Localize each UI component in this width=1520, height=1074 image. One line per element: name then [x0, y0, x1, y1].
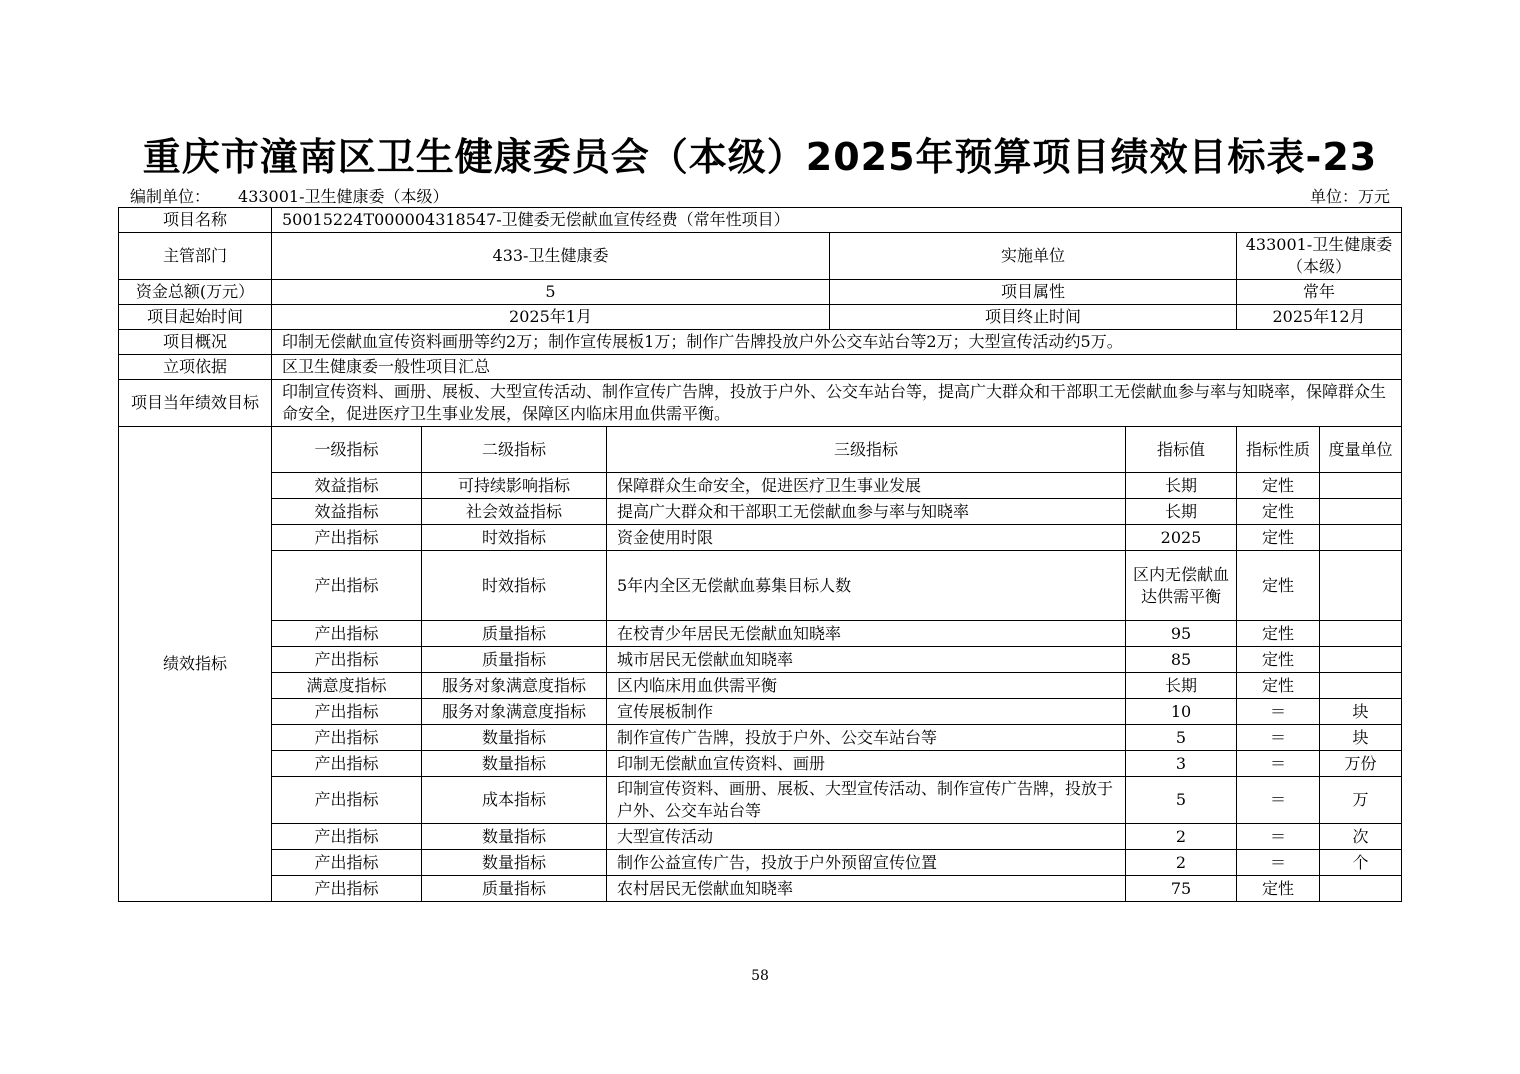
compile-unit-value: 433001-卫生健康委（本级）: [238, 187, 449, 206]
project-name-label: 项目名称: [119, 208, 272, 233]
table-row: [119, 380, 1402, 427]
table-row: [119, 777, 1402, 824]
value-cell: 2: [1126, 850, 1237, 876]
page-title: 重庆市潼南区卫生健康委员会（本级）2025年预算项目绩效目标表-23: [142, 135, 1378, 179]
level1-cell: 产出指标: [272, 777, 422, 824]
level2-cell: 成本指标: [422, 777, 607, 824]
project-name-value: 50015224T000004318547-卫健委无偿献血宣传经费（常年性项目）: [272, 208, 1402, 233]
value-cell: 95: [1126, 621, 1237, 647]
level2-cell: 社会效益指标: [422, 499, 607, 525]
unit-cell: [1320, 647, 1402, 673]
performance-target-table: [118, 207, 1402, 902]
perf-header-row: [119, 427, 1402, 473]
level3-cell: 制作公益宣传广告，投放于户外预留宣传位置: [607, 850, 1126, 876]
compile-unit: [130, 184, 449, 207]
table-row: [119, 499, 1402, 525]
level2-cell: 服务对象满意度指标: [422, 699, 607, 725]
level1-cell: 产出指标: [272, 621, 422, 647]
header-cell: 指标性质: [1237, 427, 1320, 473]
table-row: [119, 850, 1402, 876]
level3-cell: 资金使用时限: [607, 525, 1126, 551]
level1-cell: 效益指标: [272, 499, 422, 525]
unit-cell: 块: [1320, 699, 1402, 725]
nature-cell: 定性: [1237, 525, 1320, 551]
attr-value: 常年: [1237, 280, 1402, 305]
impl-label: 实施单位: [830, 233, 1237, 280]
level3-cell: 5年内全区无偿献血募集目标人数: [607, 551, 1126, 621]
level1-cell: 产出指标: [272, 699, 422, 725]
dept-label: 主管部门: [119, 233, 272, 280]
level1-cell: 产出指标: [272, 850, 422, 876]
unit-cell: 万份: [1320, 751, 1402, 777]
table-row: [119, 551, 1402, 621]
level3-cell: 城市居民无偿献血知晓率: [607, 647, 1126, 673]
level2-cell: 质量指标: [422, 876, 607, 902]
nature-cell: 定性: [1237, 621, 1320, 647]
nature-cell: 定性: [1237, 499, 1320, 525]
unit-cell: [1320, 621, 1402, 647]
nature-cell: 定性: [1237, 673, 1320, 699]
level3-cell: 提高广大群众和干部职工无偿献血参与率与知晓率: [607, 499, 1126, 525]
attr-label: 项目属性: [830, 280, 1237, 305]
value-cell: 5: [1126, 725, 1237, 751]
value-cell: 10: [1126, 699, 1237, 725]
header-cell: 三级指标: [607, 427, 1126, 473]
table-row: [119, 280, 1402, 305]
table-row: [119, 305, 1402, 330]
table-row: [119, 621, 1402, 647]
unit-cell: [1320, 876, 1402, 902]
nature-cell: ＝: [1237, 725, 1320, 751]
table-row: [119, 647, 1402, 673]
table-body: [119, 208, 1402, 902]
unit-cell: [1320, 525, 1402, 551]
header-cell: 度量单位: [1320, 427, 1402, 473]
table-row: [119, 699, 1402, 725]
table-row: [119, 876, 1402, 902]
page-number: 58: [751, 968, 769, 984]
table-row: [119, 751, 1402, 777]
nature-cell: ＝: [1237, 850, 1320, 876]
value-cell: 85: [1126, 647, 1237, 673]
level3-cell: 宣传展板制作: [607, 699, 1126, 725]
goal-value: 印制宣传资料、画册、展板、大型宣传活动、制作宣传广告牌，投放于户外、公交车站台等，提高广大群众和干部职工无偿献血参与率与知晓率，保障群众生命安全，促进医疗卫生事业发展，保障区内临床用血供需平衡。: [272, 380, 1402, 427]
nature-cell: ＝: [1237, 751, 1320, 777]
fund-label: 资金总额(万元）: [119, 280, 272, 305]
level2-cell: 质量指标: [422, 647, 607, 673]
level1-cell: 产出指标: [272, 824, 422, 850]
nature-cell: ＝: [1237, 777, 1320, 824]
end-value: 2025年12月: [1237, 305, 1402, 330]
unit-cell: [1320, 551, 1402, 621]
header-cell: 指标值: [1126, 427, 1237, 473]
level2-cell: 时效指标: [422, 525, 607, 551]
level2-cell: 数量指标: [422, 824, 607, 850]
value-cell: 2: [1126, 824, 1237, 850]
level2-cell: 质量指标: [422, 621, 607, 647]
value-cell: 75: [1126, 876, 1237, 902]
level3-cell: 区内临床用血供需平衡: [607, 673, 1126, 699]
compile-unit-label: 编制单位：: [130, 187, 211, 206]
overview-value: 印制无偿献血宣传资料画册等约2万；制作宣传展板1万；制作广告牌投放户外公交车站台等2万；大型宣传活动约5万。: [272, 330, 1402, 355]
value-cell: 长期: [1126, 673, 1237, 699]
table-row: [119, 330, 1402, 355]
unit-cell: 块: [1320, 725, 1402, 751]
level3-cell: 制作宣传广告牌，投放于户外、公交车站台等: [607, 725, 1126, 751]
header-cell: 二级指标: [422, 427, 607, 473]
level2-cell: 数量指标: [422, 751, 607, 777]
level1-cell: 产出指标: [272, 525, 422, 551]
table-row: [119, 673, 1402, 699]
level2-cell: 服务对象满意度指标: [422, 673, 607, 699]
level2-cell: 数量指标: [422, 850, 607, 876]
basis-value: 区卫生健康委一般性项目汇总: [272, 355, 1402, 380]
unit-cell: [1320, 673, 1402, 699]
table-row: [119, 525, 1402, 551]
level1-cell: 产出指标: [272, 725, 422, 751]
table-row: [119, 473, 1402, 499]
table-row: [119, 208, 1402, 233]
level1-cell: 产出指标: [272, 751, 422, 777]
nature-cell: ＝: [1237, 824, 1320, 850]
nature-cell: 定性: [1237, 473, 1320, 499]
level2-cell: 时效指标: [422, 551, 607, 621]
dept-value: 433-卫生健康委: [272, 233, 830, 280]
level2-cell: 可持续影响指标: [422, 473, 607, 499]
value-cell: 2025: [1126, 525, 1237, 551]
unit-cell: 次: [1320, 824, 1402, 850]
level1-cell: 产出指标: [272, 876, 422, 902]
level3-cell: 保障群众生命安全，促进医疗卫生事业发展: [607, 473, 1126, 499]
value-cell: 长期: [1126, 499, 1237, 525]
level1-cell: 产出指标: [272, 647, 422, 673]
level3-cell: 农村居民无偿献血知晓率: [607, 876, 1126, 902]
table-row: [119, 355, 1402, 380]
level1-cell: 产出指标: [272, 551, 422, 621]
header-cell: 一级指标: [272, 427, 422, 473]
level3-cell: 印制无偿献血宣传资料、画册: [607, 751, 1126, 777]
value-cell: 长期: [1126, 473, 1237, 499]
value-cell: 区内无偿献血达供需平衡: [1126, 551, 1237, 621]
unit-cell: [1320, 473, 1402, 499]
goal-label: 项目当年绩效目标: [119, 380, 272, 427]
nature-cell: 定性: [1237, 647, 1320, 673]
level2-cell: 数量指标: [422, 725, 607, 751]
value-cell: 3: [1126, 751, 1237, 777]
table-row: [119, 725, 1402, 751]
overview-label: 项目概况: [119, 330, 272, 355]
currency-unit: 单位：万元: [1309, 187, 1390, 206]
nature-cell: ＝: [1237, 699, 1320, 725]
level1-cell: 效益指标: [272, 473, 422, 499]
start-label: 项目起始时间: [119, 305, 272, 330]
level3-cell: 大型宣传活动: [607, 824, 1126, 850]
basis-label: 立项依据: [119, 355, 272, 380]
nature-cell: 定性: [1237, 551, 1320, 621]
unit-cell: 万: [1320, 777, 1402, 824]
impl-value: 433001-卫生健康委（本级）: [1237, 233, 1402, 280]
fund-value: 5: [272, 280, 830, 305]
level1-cell: 满意度指标: [272, 673, 422, 699]
level3-cell: 印制宣传资料、画册、展板、大型宣传活动、制作宣传广告牌，投放于户外、公交车站台等: [607, 777, 1126, 824]
nature-cell: 定性: [1237, 876, 1320, 902]
unit-cell: 个: [1320, 850, 1402, 876]
level3-cell: 在校青少年居民无偿献血知晓率: [607, 621, 1126, 647]
start-value: 2025年1月: [272, 305, 830, 330]
value-cell: 5: [1126, 777, 1237, 824]
table-row: [119, 233, 1402, 280]
unit-cell: [1320, 499, 1402, 525]
table-row: [119, 824, 1402, 850]
perf-label: 绩效指标: [119, 427, 272, 902]
end-label: 项目终止时间: [830, 305, 1237, 330]
